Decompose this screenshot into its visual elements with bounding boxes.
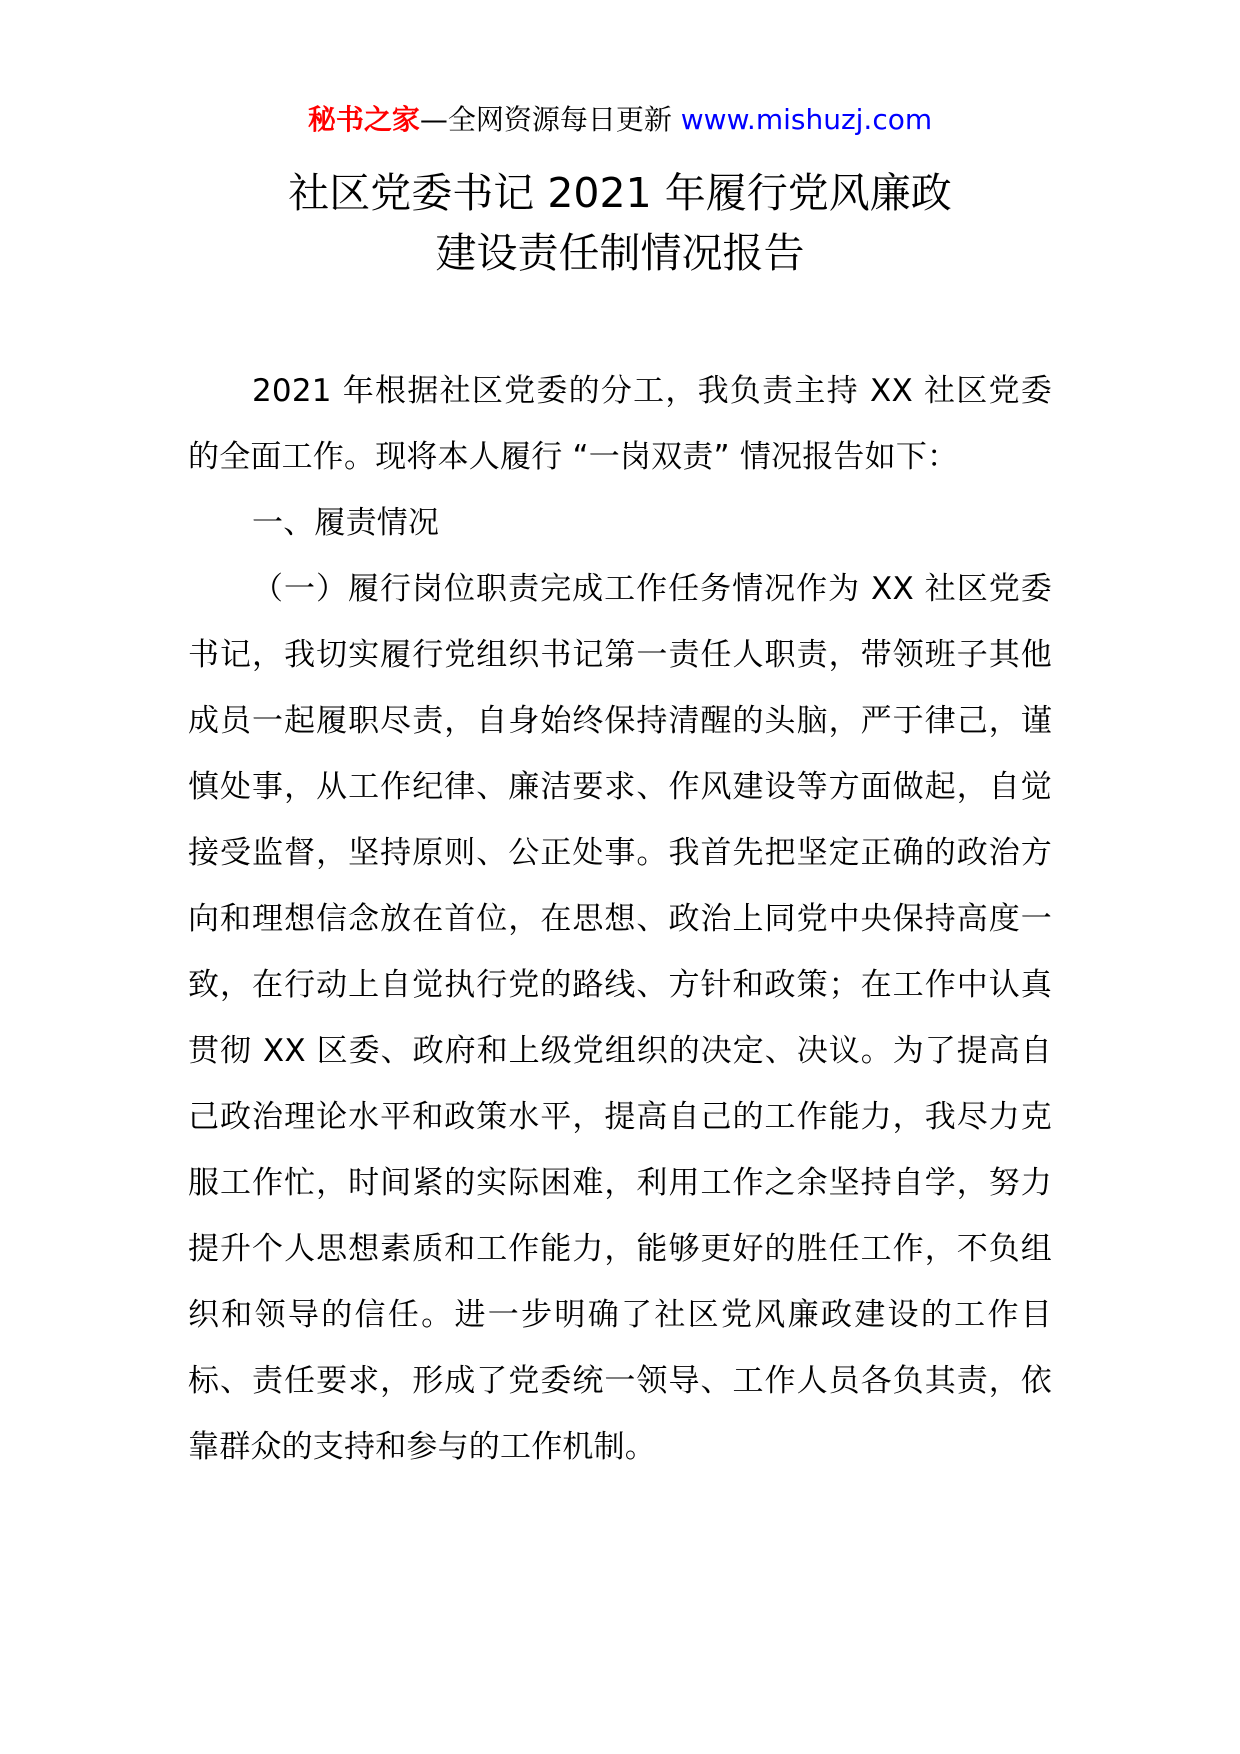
title-line-2: 建设责任制情况报告	[435, 229, 805, 277]
brand-name: 秘书之家	[307, 103, 420, 136]
intro-paragraph: 2021 年根据社区党委的分工，我负责主持 XX 社区党委的全面工作。现将本人履行 “一岗双责” 情况报告如下：	[188, 373, 1052, 475]
site-url-link[interactable]: www.mishuzj.com	[680, 103, 933, 136]
title-line-1: 社区党委书记 2021 年履行党风廉政	[288, 169, 952, 217]
body-paragraph: （一）履行岗位职责完成工作任务情况作为 XX 社区党委书记，我切实履行党组织书记第一责任人职责，带领班子其他成员一起履职尽责，自身始终保持清醒的头脑，严于律己，谨慎处事，从工作纪律、廉洁要求、作风建设等方面做起，自觉接受监督，坚持原则、公正处事。我首先把坚定正确的政治方向和理想信念放在首位，在思想、政治上同党中央保持高度一致，在行动上自觉执行党的路线、方针和政策；在工作中认真贯彻 XX 区委、政府和上级党组织的决定、决议。为了提高自己政治理论水平和政策水平，提高自己的工作能力，我尽力克服工作忙，时间紧的实际困难，利用工作之余坚持自学，努力提升个人思想素质和工作能力，能够更好的胜任工作，不负组织和领导的信任。进一步明确了社区党风廉政建设的工作目标、责任要求，形成了党委统一领导、工作人员各负其责，依靠群众的支持和参与的工作机制。	[188, 571, 1052, 1465]
site-tagline: —全网资源每日更新	[419, 103, 681, 136]
site-header	[0, 100, 1240, 140]
document-body	[188, 358, 1052, 1480]
document-title	[0, 163, 1240, 283]
section-heading: 一、履责情况	[252, 505, 440, 541]
